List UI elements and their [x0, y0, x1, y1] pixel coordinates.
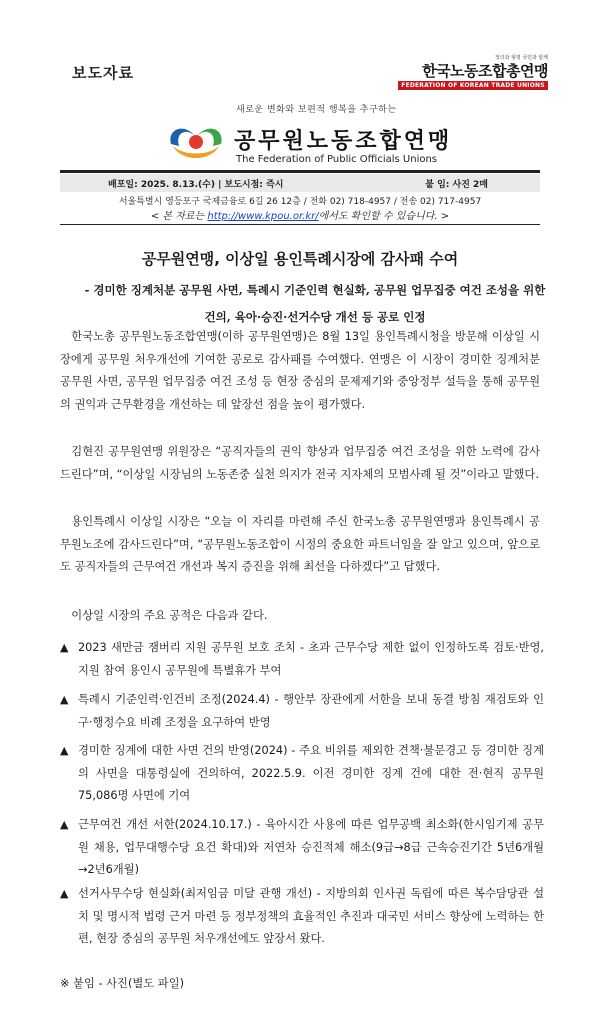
list-item: [60, 689, 544, 734]
list-item: [60, 814, 544, 882]
list-item: [60, 740, 544, 808]
org-slogan: 새로운 변화와 보편적 행복을 추구하는: [236, 105, 397, 115]
attachment-note: ※ 붙임 - 사진(별도 파일): [60, 977, 185, 990]
fktu-english: FEDERATION OF KOREAN TRADE UNIONS: [398, 81, 548, 90]
org-english-name: The Federation of Public Officials Unions: [236, 154, 438, 165]
fktu-logo: [398, 55, 548, 90]
website-link[interactable]: http://www.kpou.or.kr/: [207, 211, 319, 222]
triangle-bullet-icon: ▲: [60, 641, 69, 654]
fktu-name: 한국노동조합총연맹: [422, 62, 548, 80]
subheadline: - 경미한 징계처분 공무원 사면, 특례시 기준인력 현실화, 공무원 업무집중 여건 조성을 위한 건의, 육아·승진·선거수당 개선 등 공로 인정: [84, 283, 546, 324]
attachment-count: 붙 임: 사진 2매: [425, 180, 488, 190]
fktu-slogan: 정의와 형평 국민과 함께: [494, 55, 548, 61]
paragraph: 이상일 시장의 주요 공적은 다음과 같다.: [71, 609, 268, 622]
contact-address: 서울특별시 영등포구 국제금융로 6길 26 12층 / 전화 02) 718-4957 / 전송 02) 717-4957: [118, 197, 482, 207]
doc-type-label: 보도자료: [72, 64, 134, 82]
list-item-text: 2023 새만금 잼버리 지원 공무원 보호 조치 - 초과 근무수당 제한 없이 인정하도록 검토·반영, 지원 참여 용인시 공무원에 특별휴가 부여: [78, 641, 544, 677]
list-item-text: 근무여건 개선 서한(2024.10.17.) - 육아시간 사용에 따른 업무공백 최소화(한시임기제 공무원 채용, 업무대행수당 요건 확대)와 저연차 승진적체 해소(9급→8급 근속승진기간 5년6개월→2년6개월): [78, 818, 544, 876]
paragraph: 한국노총 공무원노동조합연맹(이하 공무원연맹)은 8월 13일 용인특례시청을 방문해 이상일 시장에게 공무원 처우개선에 기여한 공로로 감사패를 수여했다. 연맹은 이 시장이 경미한 징계처분 공무원 사면, 공무원 업무집중 여건 조성 등 현장 중심의 문제제기와 중앙정부 설득을 통해 공무원의 권익과 근무환경을 개선하는 데 앞장선 점을 높이 평가했다.: [60, 330, 540, 411]
release-date: 배포일: 2025. 8.13.(수) | 보도시점: 즉시: [108, 180, 284, 190]
federation-logo-icon: [165, 118, 227, 166]
triangle-bullet-icon: ▲: [60, 744, 69, 757]
header-rule-bottom: [60, 224, 540, 225]
headline: 공무원연맹, 이상일 용인특례시장에 감사패 수여: [141, 250, 459, 268]
list-item-text: 특례시 기준인력·인건비 조정(2024.4) - 행안부 장관에게 서한을 보내 동결 방침 재검토와 인구·행정수요 비례 조정을 요구하여 반영: [78, 693, 544, 729]
list-item-text: 경미한 징계에 대한 사면 건의 반영(2024) - 주요 비위를 제외한 견책·불문경고 등 경미한 징계의 사면을 대통령실에 건의하여, 2022.5.9. 이전 경미한 징계 건에 대한 전·현직 공무원 75,086명 사면에 기여: [78, 744, 544, 802]
header-rule-top: [60, 170, 540, 173]
release-meta-bar: [60, 174, 540, 192]
paragraph: 용인특례시 이상일 시장은 “오늘 이 자리를 마련해 주신 한국노총 공무원연맹과 용인특례시 공무원노조에 감사드린다”며, “공무원노동조합이 시정의 중요한 파트너임을 잘 알고 있으며, 앞으로도 공직자들의 근무여건 개선과 복지 증진을 위해 최선을 다하겠다”고 답했다.: [60, 515, 540, 573]
list-item: [60, 883, 544, 951]
list-item-text: 선거사무수당 현실화(최저임금 미달 관행 개선) - 지방의회 인사권 독립에 따른 복수담당관 설치 및 명시적 법령 근거 마련 등 정부정책의 효율적인 추진과 대국민 서비스 향상에 노력하는 한편, 현장 중심의 공무원 처우개선에도 앞장서 왔다.: [78, 887, 544, 945]
paragraph: 김현진 공무원연맹 위원장은 “공직자들의 권익 향상과 업무집중 여건 조성을 위한 노력에 감사드린다”며, “이상일 시장님의 노동존중 실천 의지가 전국 지자체의 모범사례 될 것”이라고 말했다.: [60, 445, 540, 481]
website-note: < 본 자료는 http://www.kpou.or.kr/에서도 확인할 수 있습니다. >: [150, 211, 450, 222]
triangle-bullet-icon: ▲: [60, 818, 69, 831]
list-item: [60, 637, 544, 682]
triangle-bullet-icon: ▲: [60, 693, 69, 706]
triangle-bullet-icon: ▲: [60, 887, 69, 900]
org-name: 공무원노동조합연맹: [234, 129, 453, 154]
